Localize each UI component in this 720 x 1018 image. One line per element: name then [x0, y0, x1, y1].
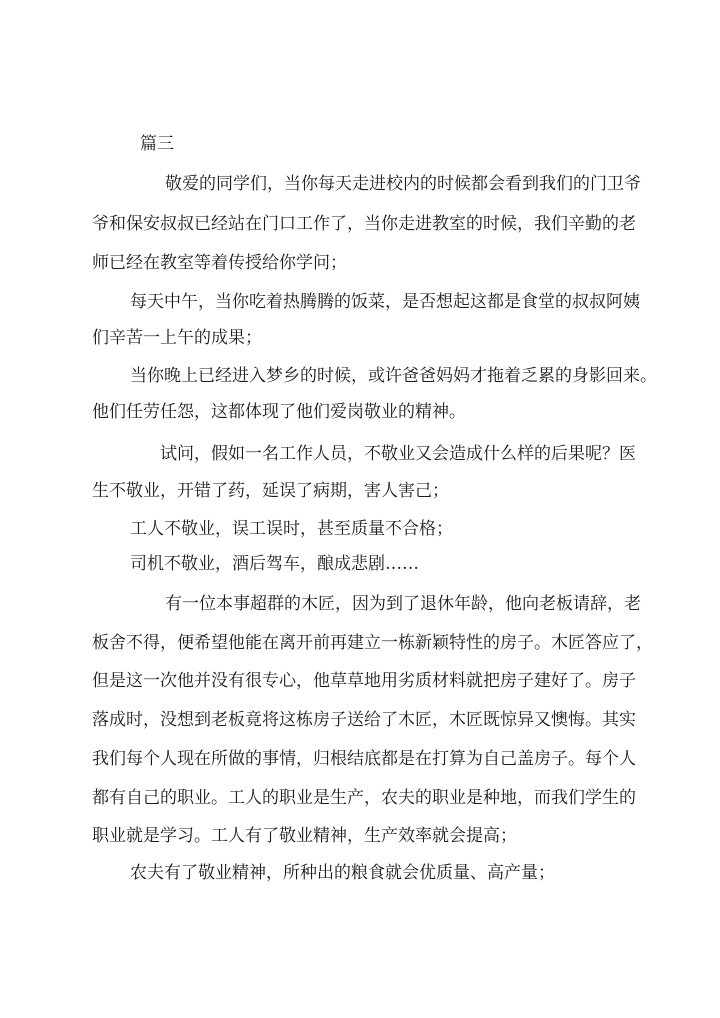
section-heading: 篇三 [140, 134, 174, 154]
text-line: 师已经在教室等着传授给你学问； [92, 253, 347, 273]
text-line: 工人不敬业，误工误时，甚至质量不合格； [130, 519, 453, 539]
text-line: 当你晚上已经进入梦乡的时候，或许爸爸妈妈才拖着乏累的身影回来。 [130, 366, 657, 386]
text-line: 有一位本事超群的木匠，因为到了退休年龄，他向老板请辞，老 [165, 594, 641, 614]
text-line: 生不敬业，开错了药，延误了病期，害人害己； [92, 481, 449, 501]
text-line: 板舍不得，便希望他能在离开前再建立一栋新颖特性的房子。木匠答应了， [92, 633, 653, 653]
text-line: 每天中午，当你吃着热腾腾的饭菜，是否想起这都是食堂的叔叔阿姨 [130, 292, 640, 312]
text-line: 我们每个人现在所做的事情，归根结底都是在打算为自己盖房子。每个人 [92, 749, 636, 769]
text-line: 们辛苦一上午的成果； [92, 328, 262, 348]
text-line: 爷和保安叔叔已经站在门口工作了，当你走进教室的时候，我们辛勤的老 [92, 214, 636, 234]
text-line: 司机不敬业，酒后驾车，酿成悲剧…… [130, 554, 419, 574]
text-line: 落成时，没想到老板竟将这栋房子送给了木匠，木匠既惊异又懊悔。其实 [92, 710, 636, 730]
text-line: 农夫有了敬业精神，所种出的粮食就会优质量、高产量； [130, 863, 555, 883]
text-line: 但是这一次他并没有很专心，他草草地用劣质材料就把房子建好了。房子 [92, 671, 636, 691]
text-line: 他们任劳任怨，这都体现了他们爱岗敬业的精神。 [92, 402, 466, 422]
text-line: 敬爱的同学们，当你每天走进校内的时候都会看到我们的门卫爷 [165, 174, 641, 194]
text-line: 试问，假如一名工作人员，不敬业又会造成什么样的后果呢？医 [160, 444, 636, 464]
text-line: 职业就是学习。工人有了敬业精神，生产效率就会提高； [92, 826, 517, 846]
text-line: 都有自己的职业。工人的职业是生产，农夫的职业是种地，而我们学生的 [92, 788, 636, 808]
